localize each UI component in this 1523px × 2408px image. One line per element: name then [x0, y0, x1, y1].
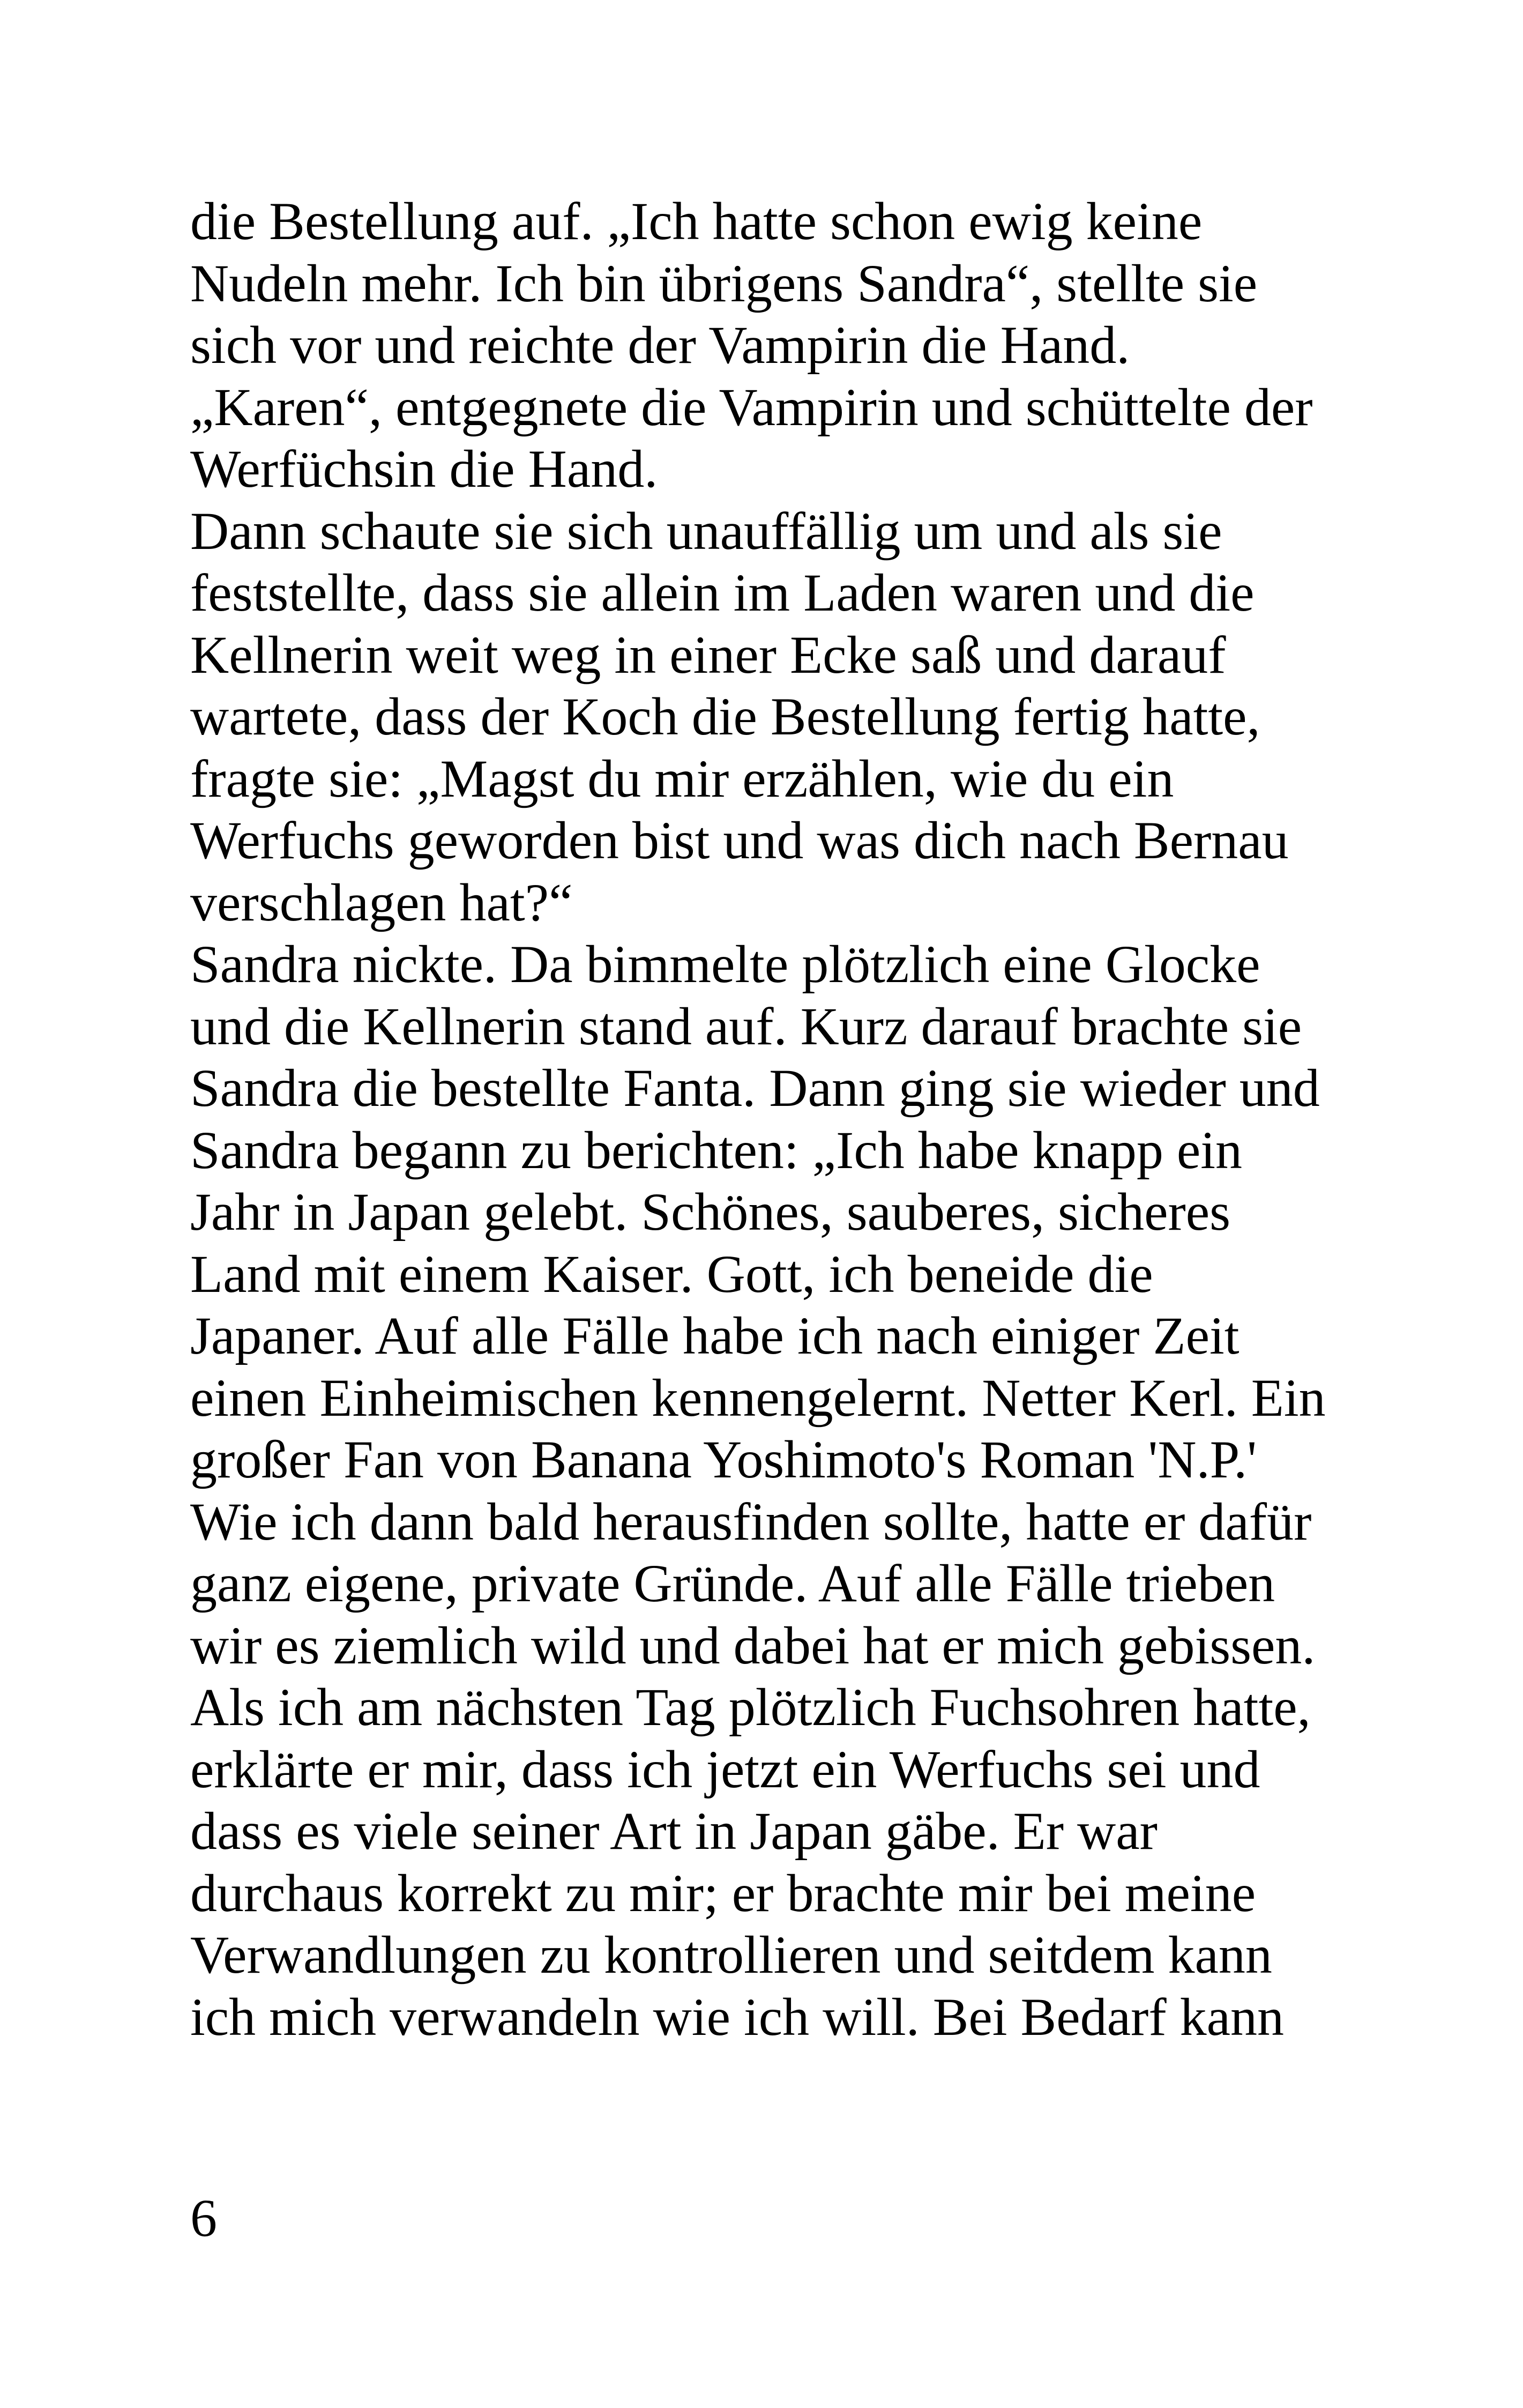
text-line: durchaus korrekt zu mir; er brachte mir bei meine: [190, 1863, 1256, 1923]
text-line: Wie ich dann bald herausfinden sollte, hatte er dafür: [190, 1491, 1312, 1551]
text-line: wir es ziemlich wild und dabei hat er mich gebissen.: [190, 1615, 1316, 1675]
text-line: Werfuchs geworden bist und was dich nach Bernau: [190, 811, 1289, 870]
text-line: Verwandlungen zu kontrollieren und seitdem kann: [190, 1925, 1272, 1985]
text-line: wartete, dass der Koch die Bestellung fertig hatte,: [190, 687, 1260, 746]
page-number: 6: [190, 2188, 217, 2248]
body-text: [190, 190, 1369, 2048]
text-line: Japaner. Auf alle Fälle habe ich nach einiger Zeit: [190, 1306, 1240, 1365]
text-line: ich mich verwandeln wie ich will. Bei Bedarf kann: [190, 1987, 1285, 2047]
text-line: Kellnerin weit weg in einer Ecke saß und darauf: [190, 625, 1226, 685]
text-line: sich vor und reichte der Vampirin die Hand.: [190, 315, 1130, 375]
text-line: Land mit einem Kaiser. Gott, ich beneide die: [190, 1244, 1153, 1304]
text-line: ganz eigene, private Gründe. Auf alle Fälle trieben: [190, 1554, 1275, 1613]
text-line: Jahr in Japan gelebt. Schönes, sauberes, sicheres: [190, 1182, 1231, 1242]
text-line: die Bestellung auf. „Ich hatte schon ewig keine: [190, 191, 1203, 251]
text-line: großer Fan von Banana Yoshimoto's Roman 'N.P.': [190, 1430, 1257, 1489]
text-line: verschlagen hat?“: [190, 872, 573, 932]
text-line: erklärte er mir, dass ich jetzt ein Werfuchs sei und: [190, 1739, 1260, 1799]
text-line: einen Einheimischen kennengelernt. Netter Kerl. Ein: [190, 1367, 1326, 1428]
text-line: Dann schaute sie sich unauffällig um und als sie: [190, 501, 1222, 561]
text-line: Als ich am nächsten Tag plötzlich Fuchsohren hatte,: [190, 1677, 1311, 1737]
text-line: Sandra begann zu berichten: „Ich habe knapp ein: [190, 1120, 1243, 1180]
text-line: Sandra nickte. Da bimmelte plötzlich eine Glocke: [190, 934, 1260, 994]
text-line: feststellte, dass sie allein im Laden waren und die: [190, 563, 1255, 622]
text-line: Werfüchsin die Hand.: [190, 439, 658, 499]
text-line: fragte sie: „Magst du mir erzählen, wie du ein: [190, 748, 1174, 808]
text-line: dass es viele seiner Art in Japan gäbe. Er war: [190, 1801, 1158, 1861]
text-line: Sandra die bestellte Fanta. Dann ging sie wieder und: [190, 1058, 1320, 1118]
text-line: und die Kellnerin stand auf. Kurz darauf brachte sie: [190, 996, 1302, 1056]
text-line: „Karen“, entgegnete die Vampirin und schüttelte der: [190, 377, 1313, 437]
text-line: Nudeln mehr. Ich bin übrigens Sandra“, stellte sie: [190, 253, 1258, 313]
